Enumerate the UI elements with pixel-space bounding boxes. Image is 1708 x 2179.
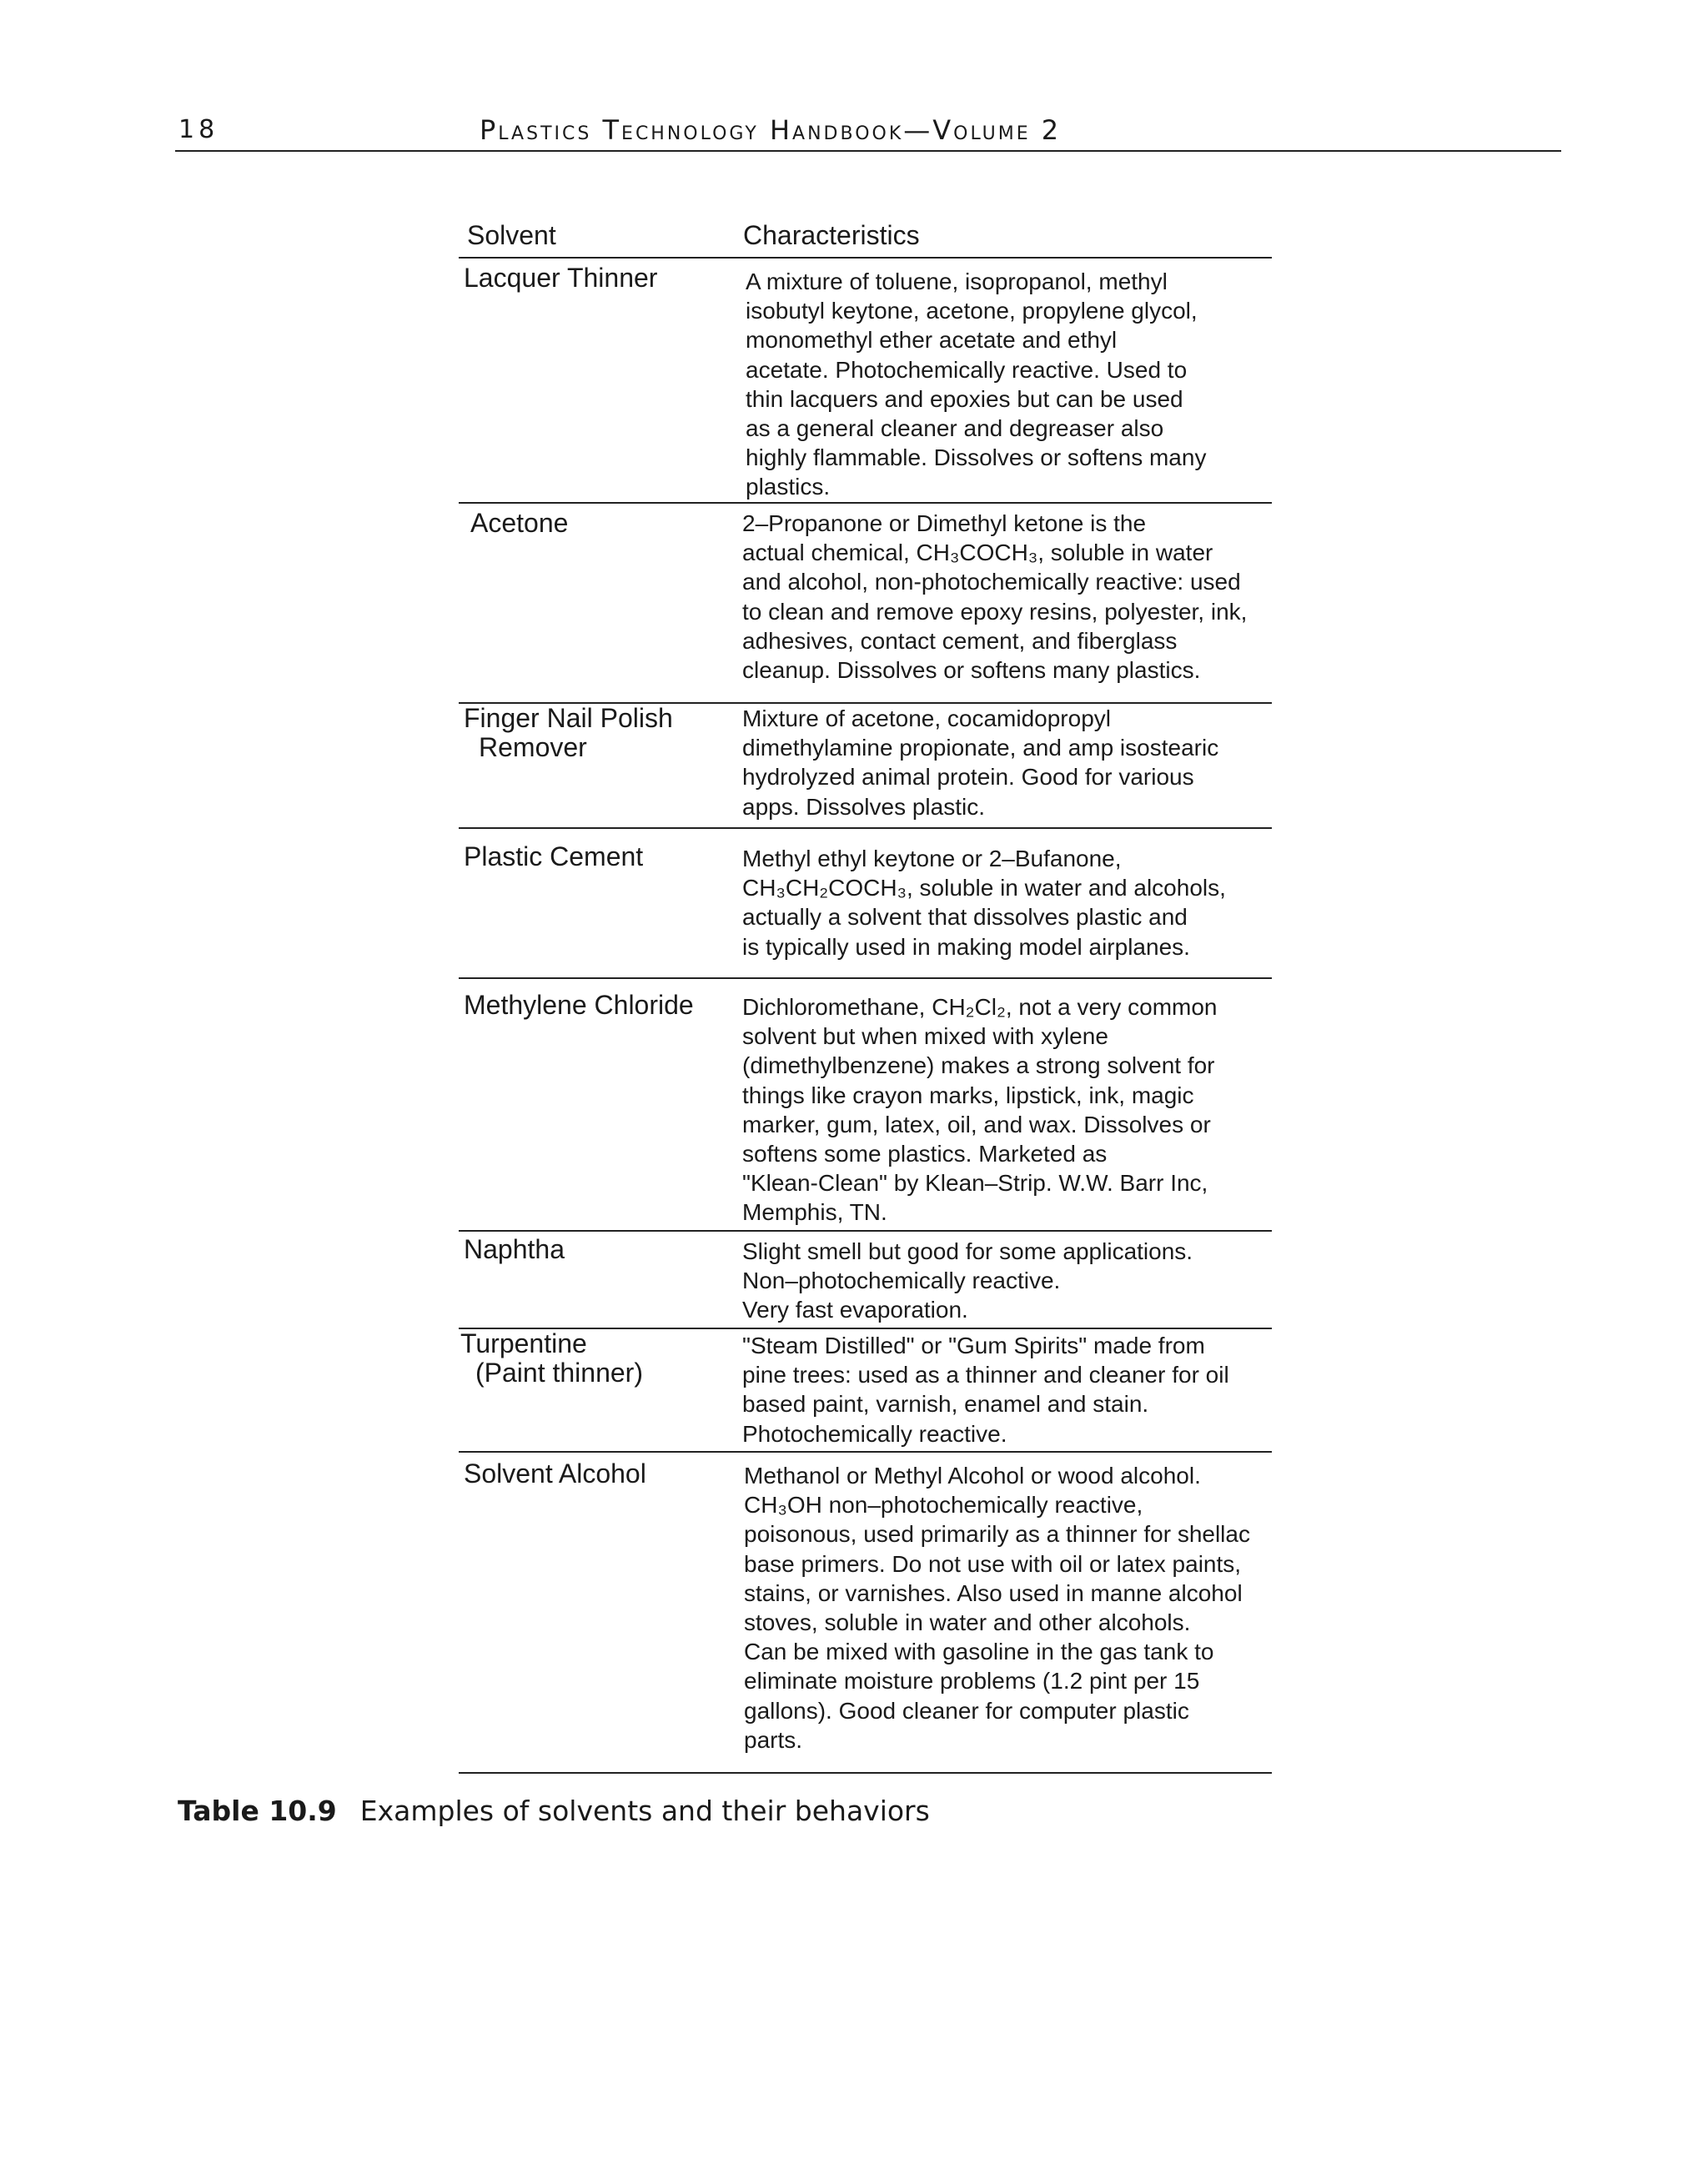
solvent-characteristics: Methyl ethyl keytone or 2–Bufanone, CH₃CH₂COCH₃, soluble in water and alcohols, actually a solvent that dissolves plastic and is typically used in making model airplanes.	[742, 846, 1226, 960]
table-row-lacquer-thinner	[459, 259, 1272, 504]
table-header-row	[459, 218, 1272, 259]
solvent-name: Acetone	[470, 508, 569, 538]
table-row-naphtha	[459, 1232, 1272, 1329]
solvent-characteristics: Dichloromethane, CH₂Cl₂, not a very common solvent but when mixed with xylene (dimethylbenzene) makes a strong solvent for things like crayon marks, lipstick, ink, magic marker, gum, latex, oil, and wax. Dissolves or softens some plastics. Marketed as "Klean-Clean" by Klean–Strip. W.W. Barr Inc, Memphis, TN.	[742, 994, 1218, 1226]
caption-label: Table 10.9	[178, 1795, 337, 1827]
solvent-characteristics: Methanol or Methyl Alcohol or wood alcohol. CH₃OH non–photochemically reactive, poisonous, used primarily as a thinner for shellac base primers. Do not use with oil or latex paints, stains, or varnishes. Also used in manne alcohol stoves, soluble in water and other alcohols. Can be mixed with gasoline in the gas tank to eliminate moisture problems (1.2 pint per 15 gallons). Good cleaner for computer plastic parts.	[744, 1463, 1250, 1753]
solvent-characteristics: Slight smell but good for some applications. Non–photochemically reactive. Very fast evaporation.	[742, 1238, 1193, 1323]
column-header-characteristics: Characteristics	[743, 220, 920, 250]
solvent-characteristics: Mixture of acetone, cocamidopropyl dimethylamine propionate, and amp isostearic hydrolyzed animal protein. Good for various apps. Dissolves plastic.	[742, 705, 1219, 820]
table-row-acetone	[459, 504, 1272, 704]
caption-text: Examples of solvents and their behaviors	[359, 1795, 930, 1827]
solvent-characteristics: A mixture of toluene, isopropanol, methyl isobutyl keytone, acetone, propylene glycol, monomethyl ether acetate and ethyl acetate. Photochemically reactive. Used to thin lacquers and epoxies but can be used as a general cleaner and degreaser also highly flammable. Dissolves or softens many plastics.	[746, 269, 1207, 500]
solvent-characteristics: 2–Propanone or Dimethyl ketone is the actual chemical, CH₃COCH₃, soluble in water and alcohol, non-photochemically reactive: used to clean and remove epoxy resins, polyester, ink, adhesives, contact cement, and fiberglass cleanup. Dissolves or softens many plastics.	[742, 510, 1248, 684]
column-header-solvent: Solvent	[467, 220, 556, 250]
page-number: 18	[178, 115, 219, 144]
solvent-name	[460, 1329, 727, 1388]
solvent-name-line: Remover	[479, 732, 587, 762]
solvent-name: Methylene Chloride	[464, 990, 694, 1020]
solvent-name-line: Finger Nail Polish	[464, 703, 673, 733]
running-title: Plastics Technology Handbook—Volume 2	[480, 114, 1062, 146]
solvent-characteristics: "Steam Distilled" or "Gum Spirits" made from pine trees: used as a thinner and cleaner for oil based paint, varnish, enamel and stain. Photochemically reactive.	[742, 1333, 1229, 1447]
table-row-plastic-cement	[459, 829, 1272, 979]
table-caption	[178, 1795, 930, 1828]
solvent-name: Plastic Cement	[464, 841, 644, 871]
solvent-name: Naphtha	[464, 1234, 565, 1264]
running-header	[175, 115, 1561, 152]
table-row-turpentine	[459, 1329, 1272, 1453]
solvent-name	[464, 704, 731, 762]
solvent-name-line: (Paint thinner)	[475, 1358, 643, 1388]
table-row-methylene-chloride	[459, 979, 1272, 1232]
table-row-solvent-alcohol	[459, 1453, 1272, 1774]
table-row-finger-nail-polish-remover	[459, 704, 1272, 829]
solvents-table	[459, 218, 1272, 1774]
solvent-name-line: Turpentine	[460, 1328, 587, 1358]
solvent-name: Lacquer Thinner	[464, 263, 658, 293]
solvent-name: Solvent Alcohol	[464, 1459, 646, 1489]
